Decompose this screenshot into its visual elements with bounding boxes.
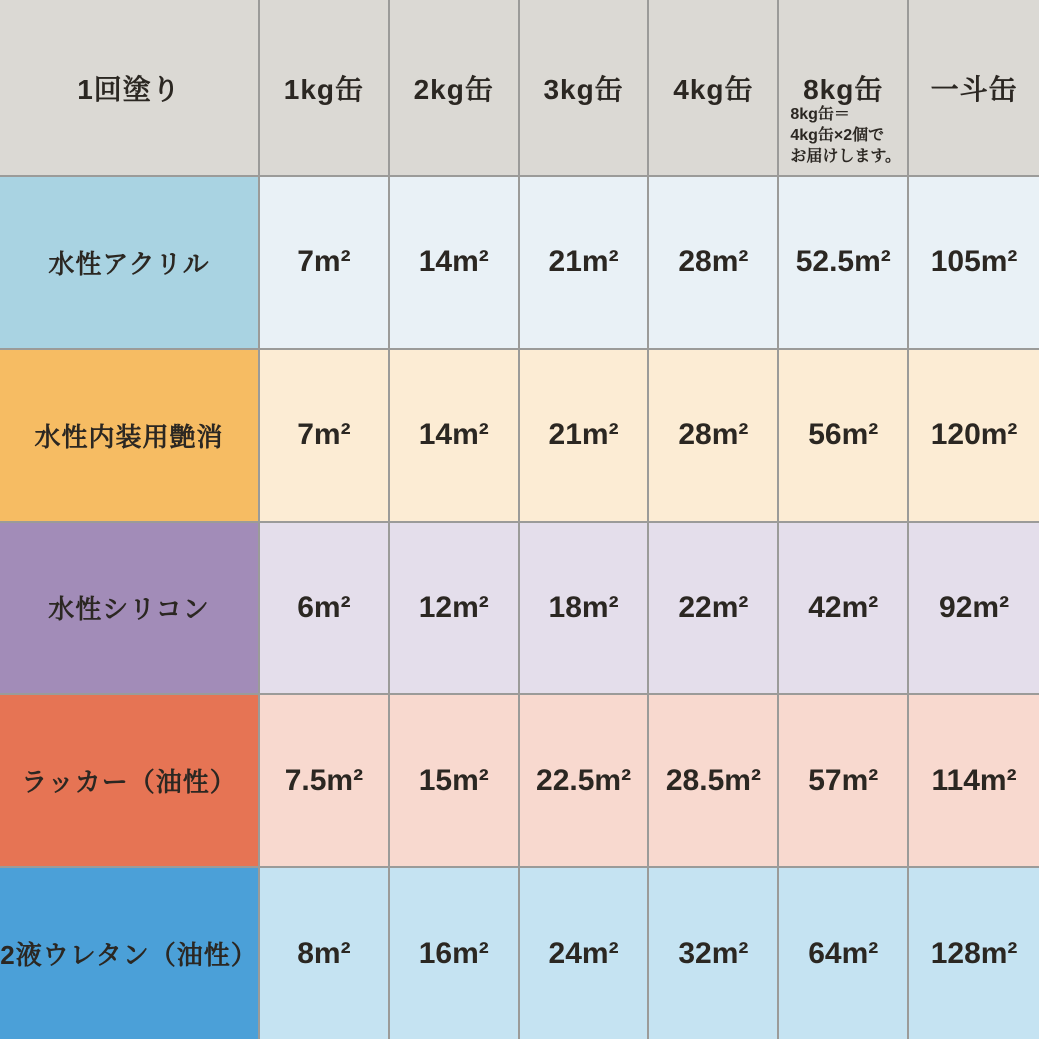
value-cell bbox=[649, 868, 779, 1039]
cell-value: 21m² bbox=[548, 245, 619, 279]
header-row bbox=[0, 0, 1039, 175]
value-cell bbox=[909, 177, 1039, 348]
value-cell bbox=[390, 177, 520, 348]
value-cell bbox=[260, 350, 390, 521]
value-cell bbox=[520, 695, 650, 866]
row-label-cell bbox=[0, 695, 260, 866]
value-cell bbox=[390, 695, 520, 866]
header-label: 1kg缶 bbox=[283, 73, 365, 105]
row-label-cell bbox=[0, 868, 260, 1039]
table-row-acrylic bbox=[0, 175, 1039, 348]
cell-value: 22m² bbox=[678, 590, 749, 624]
cell-value: 120m² bbox=[930, 418, 1018, 452]
note-line: 4kg缶×2個で bbox=[790, 127, 885, 145]
header-label: 8kg缶 bbox=[803, 73, 884, 105]
cell-value: 18m² bbox=[548, 590, 619, 624]
header-cell-2kg bbox=[390, 0, 520, 175]
value-cell bbox=[260, 868, 390, 1039]
cell-value: 114m² bbox=[931, 763, 1017, 797]
row-label-cell bbox=[0, 523, 260, 694]
value-cell bbox=[649, 695, 779, 866]
header-cell-4kg bbox=[649, 0, 779, 175]
value-cell bbox=[520, 350, 650, 521]
value-cell bbox=[909, 695, 1039, 866]
value-cell bbox=[779, 350, 909, 521]
cell-value: 14m² bbox=[418, 245, 489, 279]
value-cell bbox=[390, 523, 520, 694]
row-label: ラッカー（油性） bbox=[21, 767, 237, 798]
cell-value: 8m² bbox=[297, 936, 351, 970]
cell-value: 28m² bbox=[678, 245, 749, 279]
cell-value: 21m² bbox=[548, 418, 619, 452]
value-cell bbox=[909, 523, 1039, 694]
value-cell bbox=[909, 350, 1039, 521]
cell-value: 92m² bbox=[939, 590, 1010, 624]
cell-value: 6m² bbox=[297, 590, 351, 624]
header-label: 4kg缶 bbox=[673, 73, 754, 105]
cell-value: 7m² bbox=[297, 245, 351, 279]
cell-value: 7m² bbox=[297, 418, 351, 452]
value-cell bbox=[390, 350, 520, 521]
cell-value: 15m² bbox=[418, 763, 489, 797]
table-row-urethane bbox=[0, 866, 1039, 1039]
value-cell bbox=[260, 695, 390, 866]
cell-value: 56m² bbox=[808, 418, 879, 452]
table-row-lacquer bbox=[0, 693, 1039, 866]
value-cell bbox=[520, 523, 650, 694]
cell-value: 105m² bbox=[930, 245, 1018, 279]
value-cell bbox=[779, 177, 909, 348]
cell-value: 16m² bbox=[418, 936, 489, 970]
value-cell bbox=[260, 523, 390, 694]
note-line: 8kg缶＝ bbox=[790, 106, 850, 123]
header-cell-8kg bbox=[779, 0, 909, 175]
cell-value: 28.5m² bbox=[665, 763, 761, 797]
cell-value: 52.5m² bbox=[795, 245, 891, 279]
header-label: 3kg缶 bbox=[543, 73, 624, 105]
cell-value: 64m² bbox=[808, 936, 879, 970]
row-label-cell bbox=[0, 350, 260, 521]
value-cell bbox=[260, 177, 390, 348]
cell-value: 22.5m² bbox=[536, 763, 632, 797]
header-label: 2kg缶 bbox=[413, 73, 494, 105]
header-cell-itto bbox=[909, 0, 1039, 175]
header-corner-cell bbox=[0, 0, 260, 175]
value-cell bbox=[779, 695, 909, 866]
value-cell bbox=[649, 177, 779, 348]
row-label-cell bbox=[0, 177, 260, 348]
cell-value: 24m² bbox=[548, 936, 619, 970]
row-label: 水性内装用艶消 bbox=[34, 421, 224, 452]
value-cell bbox=[520, 177, 650, 348]
cell-value: 12m² bbox=[418, 590, 489, 624]
value-cell bbox=[390, 868, 520, 1039]
value-cell bbox=[909, 868, 1039, 1039]
cell-value: 7.5m² bbox=[284, 763, 364, 797]
row-label: 2液ウレタン（油性） bbox=[0, 940, 258, 971]
value-cell bbox=[649, 350, 779, 521]
table-row-silicone bbox=[0, 521, 1039, 694]
cell-value: 57m² bbox=[808, 763, 879, 797]
row-label: 水性アクリル bbox=[48, 248, 210, 279]
value-cell bbox=[520, 868, 650, 1039]
table-row-interior-matte bbox=[0, 348, 1039, 521]
header-corner-label: 1回塗り bbox=[77, 73, 181, 105]
cell-value: 32m² bbox=[678, 936, 749, 970]
value-cell bbox=[779, 868, 909, 1039]
value-cell bbox=[779, 523, 909, 694]
cell-value: 128m² bbox=[930, 936, 1018, 970]
note-line: お届けします。 bbox=[790, 148, 902, 166]
value-cell bbox=[649, 523, 779, 694]
header-label: 一斗缶 bbox=[930, 73, 1018, 105]
cell-value: 42m² bbox=[808, 590, 879, 624]
8kg-can-note bbox=[790, 104, 903, 167]
header-cell-1kg bbox=[260, 0, 390, 175]
cell-value: 14m² bbox=[418, 418, 489, 452]
header-cell-3kg bbox=[520, 0, 650, 175]
cell-value: 28m² bbox=[678, 418, 749, 452]
row-label: 水性シリコン bbox=[48, 594, 210, 625]
